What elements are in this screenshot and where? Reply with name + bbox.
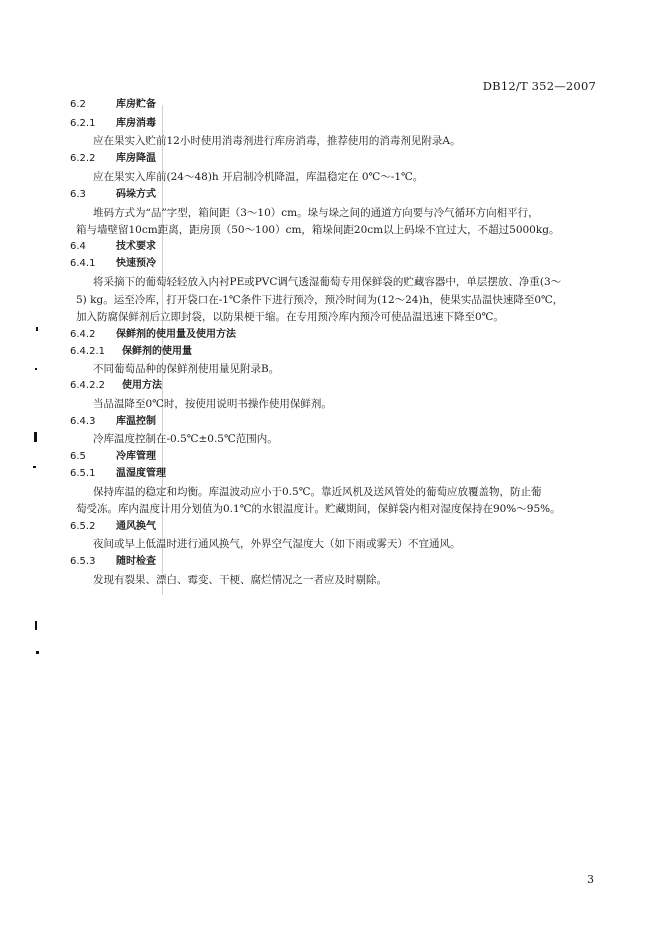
section-heading: 6.2 库房贮备 — [70, 99, 156, 110]
paragraph-line: 5) kg。运至冷库，打开袋口在-1℃条件下进行预冷，预冷时间为(12～24)h，使果实品温快速降至0℃， — [76, 294, 564, 306]
document-code: DB12/T 352—2007 — [482, 79, 596, 93]
section-heading: 6.4.2.1 保鲜剂的使用量 — [70, 346, 192, 357]
paragraph-line: 应在果实入贮前12小时使用消毒剂进行库房消毒，推荐使用的消毒剂见附录A。 — [93, 135, 461, 147]
paragraph-line: 加入防腐保鲜剂后立即封袋，以防果梗干缩。在专用预冷库内预冷可使品温迅速下降至0℃。 — [76, 311, 504, 323]
paragraph-line: 当品温降至0℃时，按使用说明书操作使用保鲜剂。 — [93, 398, 332, 410]
section-heading: 6.5 冷库管理 — [70, 451, 156, 462]
paragraph-line: 将采摘下的葡萄轻轻放入内衬PE或PVC调气透湿葡萄专用保鲜袋的贮藏容器中，单层摆放、净重(3～ — [93, 276, 562, 288]
paragraph-line: 箱与墙壁留10cm距离，距房顶（50～100）cm，箱垛间距20cm以上码垛不宜过大，不超过5000kg。 — [76, 224, 560, 236]
paragraph-line: 不同葡萄品种的保鲜剂使用量见附录B。 — [93, 363, 280, 375]
section-heading: 6.5.3 随时检查 — [70, 556, 156, 567]
section-heading: 6.4.1 快速预冷 — [70, 258, 156, 269]
paragraph-line: 夜间或早上低温时进行通风换气，外界空气湿度大（如下雨或雾天）不宜通风。 — [93, 538, 461, 550]
paragraph-line: 保持库温的稳定和均衡。库温波动应小于0.5℃。靠近风机及送风管处的葡萄应放覆盖物，防止葡 — [93, 486, 542, 498]
section-heading: 6.4.2.2 使用方法 — [70, 380, 162, 391]
paragraph-line: 发现有裂果、漂白、霉变、干梗、腐烂情况之一者应及时剔除。 — [93, 574, 387, 586]
paragraph-line: 冷库温度控制在-0.5℃±0.5℃范围内。 — [93, 433, 278, 445]
paragraph-line: 萄受冻。库内温度计用分划值为0.1℃的水银温度计。贮藏期间，保鲜袋内相对湿度保持在90%～95%。 — [76, 503, 561, 515]
section-heading: 6.4 技术要求 — [70, 241, 156, 252]
paragraph-line: 堆码方式为“品”字型，箱间距（3～10）cm。垛与垛之间的通道方向要与冷气循环方向相平行， — [93, 207, 539, 219]
page-number: 3 — [587, 873, 594, 886]
section-heading: 6.2.1 库房消毒 — [70, 118, 156, 129]
section-heading: 6.5.2 通风换气 — [70, 521, 156, 532]
section-heading: 6.5.1 温湿度管理 — [70, 468, 166, 479]
scan-mark — [36, 327, 38, 331]
scan-mark — [34, 432, 37, 442]
section-heading: 6.4.2 保鲜剂的使用量及使用方法 — [70, 329, 236, 340]
paragraph-line: 应在果实入库前(24～48)h 开启制冷机降温，库温稳定在 0℃～-1℃。 — [93, 171, 424, 183]
scan-mark — [35, 621, 37, 630]
scan-mark — [36, 651, 39, 654]
scan-mark — [35, 368, 37, 370]
scan-mark — [33, 466, 36, 468]
section-heading: 6.3 码垛方式 — [70, 189, 156, 200]
section-heading: 6.2.2 库房降温 — [70, 153, 156, 164]
section-heading: 6.4.3 库温控制 — [70, 416, 156, 427]
